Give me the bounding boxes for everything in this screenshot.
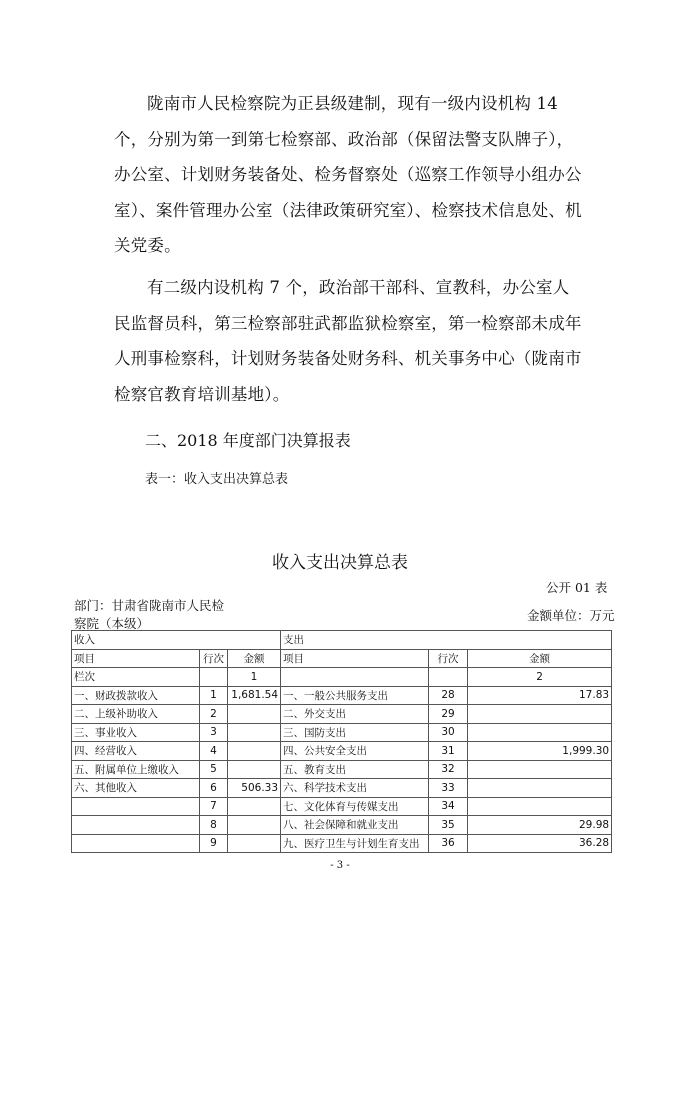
paragraph-sub-organization-text: 有二级内设机构 7 个，政治部干部科、宣教科，办公室人民监督员科，第三检察部驻武都监狱检察室，第一检察部未成年人刑事检察科，计划财务装备处财务科、机关事务中心（陇南市检察官教育培训基地）。 — [114, 278, 582, 404]
column-header-row — [72, 649, 612, 668]
income-row-number-cell: 6 — [200, 779, 228, 798]
lanci-empty — [429, 668, 468, 687]
expense-amount-cell: 36.28 — [468, 834, 612, 853]
expense-item-cell: 五、教育支出 — [281, 760, 429, 779]
col-amount2-header: 金额 — [468, 649, 612, 668]
expense-item-cell: 九、医疗卫生与计划生育支出 — [281, 834, 429, 853]
table-row — [72, 760, 612, 779]
income-row-number-cell: 4 — [200, 742, 228, 761]
table-row — [72, 834, 612, 853]
lanci-label: 栏次 — [72, 668, 200, 687]
table-title: 收入支出决算总表 — [272, 553, 408, 573]
department-label: 部门：甘肃省陇南市人民检察院（本级） — [74, 598, 225, 631]
income-row-number-cell: 5 — [200, 760, 228, 779]
table-row — [72, 779, 612, 798]
lanci-empty — [200, 668, 228, 687]
expense-amount-cell: 29.98 — [468, 816, 612, 835]
income-item-cell: 一、财政拨款收入 — [72, 686, 200, 705]
expense-row-number-cell: 33 — [429, 779, 468, 798]
expense-row-number-cell: 35 — [429, 816, 468, 835]
blank-area — [0, 935, 680, 1120]
income-item-cell: 五、附属单位上缴收入 — [72, 760, 200, 779]
col-item-header: 项目 — [72, 649, 200, 668]
income-row-number-cell: 7 — [200, 797, 228, 816]
income-row-number-cell: 3 — [200, 723, 228, 742]
income-row-number-cell: 8 — [200, 816, 228, 835]
expense-row-number-cell: 28 — [429, 686, 468, 705]
expense-row-number-cell: 30 — [429, 723, 468, 742]
expense-amount-cell — [468, 723, 612, 742]
expense-item-cell: 一、一般公共服务支出 — [281, 686, 429, 705]
income-amount-cell — [228, 723, 281, 742]
page-number: - 3 - — [330, 860, 350, 871]
income-item-cell — [72, 816, 200, 835]
expense-row-number-cell: 34 — [429, 797, 468, 816]
income-header: 收入 — [72, 631, 281, 650]
income-expense-table — [71, 630, 612, 853]
expense-item-cell: 二、外交支出 — [281, 705, 429, 724]
expense-item-cell: 四、公共安全支出 — [281, 742, 429, 761]
paragraph-sub-organization — [114, 270, 584, 412]
table-row — [72, 797, 612, 816]
col-row2-header: 行次 — [429, 649, 468, 668]
expense-row-number-cell: 31 — [429, 742, 468, 761]
expense-amount-cell: 1,999.30 — [468, 742, 612, 761]
income-row-number-cell: 1 — [200, 686, 228, 705]
col-item2-header: 项目 — [281, 649, 429, 668]
expense-item-cell: 三、国防支出 — [281, 723, 429, 742]
expense-amount-cell: 17.83 — [468, 686, 612, 705]
income-item-cell — [72, 834, 200, 853]
expense-amount-cell — [468, 779, 612, 798]
income-item-cell: 二、上级补助收入 — [72, 705, 200, 724]
income-amount-cell — [228, 816, 281, 835]
lanci-empty — [281, 668, 429, 687]
income-amount-cell: 1,681.54 — [228, 686, 281, 705]
col-amount-header: 金额 — [228, 649, 281, 668]
expense-amount-cell — [468, 760, 612, 779]
col-row-header: 行次 — [200, 649, 228, 668]
lanci-1: 1 — [228, 668, 281, 687]
income-item-cell: 三、事业收入 — [72, 723, 200, 742]
income-amount-cell — [228, 760, 281, 779]
income-item-cell: 六、其他收入 — [72, 779, 200, 798]
amount-unit-label: 金额单位：万元 — [527, 608, 615, 623]
table-row — [72, 686, 612, 705]
expense-amount-cell — [468, 705, 612, 724]
section-heading: 二、2018 年度部门决算报表 — [145, 431, 351, 450]
paragraph-organization-text: 陇南市人民检察院为正县级建制，现有一级内设机构 14 个，分别为第一到第七检察部、政治部（保留法警支队牌子），办公室、计划财务装备处、检务督察处（巡察工作领导小组办公室）、案件管理办公室（法律政策研究室）、检察技术信息处、机关党委。 — [114, 94, 582, 255]
income-amount-cell: 506.33 — [228, 779, 281, 798]
income-amount-cell — [228, 742, 281, 761]
table-row — [72, 742, 612, 761]
table-caption: 表一：收入支出决算总表 — [145, 472, 289, 487]
expense-item-cell: 六、科学技术支出 — [281, 779, 429, 798]
table-code: 公开 01 表 — [546, 580, 608, 595]
income-row-number-cell: 9 — [200, 834, 228, 853]
income-row-number-cell: 2 — [200, 705, 228, 724]
paragraph-organization — [114, 86, 584, 264]
income-item-cell — [72, 797, 200, 816]
expense-item-cell: 八、社会保障和就业支出 — [281, 816, 429, 835]
expense-amount-cell — [468, 797, 612, 816]
table-row — [72, 723, 612, 742]
lanci-row — [72, 668, 612, 687]
table-row — [72, 816, 612, 835]
income-amount-cell — [228, 834, 281, 853]
lanci-2: 2 — [468, 668, 612, 687]
expense-row-number-cell: 36 — [429, 834, 468, 853]
income-amount-cell — [228, 705, 281, 724]
expense-item-cell: 七、文化体育与传媒支出 — [281, 797, 429, 816]
expense-header: 支出 — [281, 631, 612, 650]
table-row — [72, 705, 612, 724]
expense-row-number-cell: 29 — [429, 705, 468, 724]
expense-row-number-cell: 32 — [429, 760, 468, 779]
income-item-cell: 四、经营收入 — [72, 742, 200, 761]
income-amount-cell — [228, 797, 281, 816]
table-header-row — [72, 631, 612, 650]
